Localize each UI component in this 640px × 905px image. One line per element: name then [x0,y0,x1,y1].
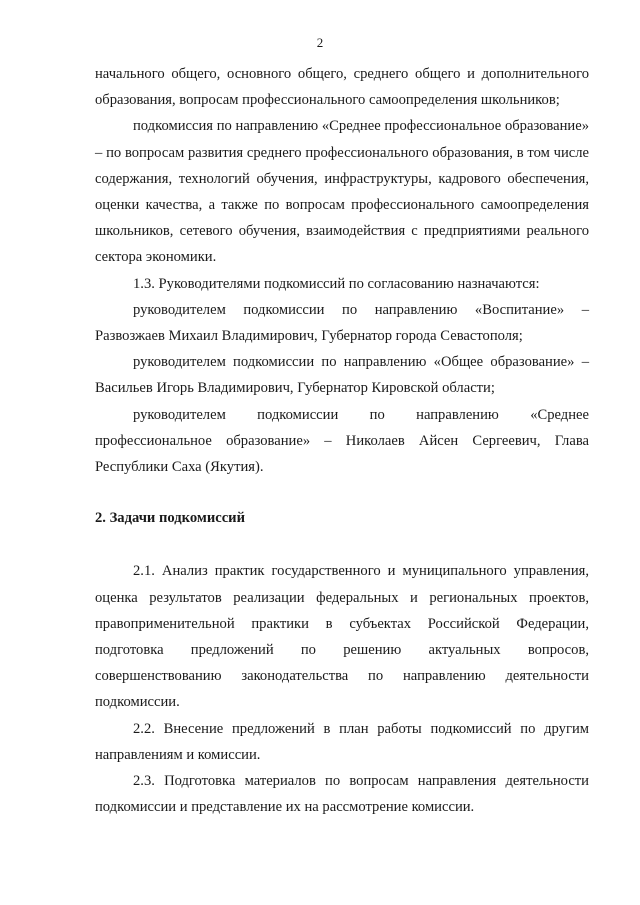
document-body [95,61,589,820]
paragraph-2-1: 2.1. Анализ практик государственного и муниципального управления, оценка результатов реализации федеральных и региональных проектов, правоприменительной практики в субъектах Российской Федерации, подготовка предложений по решению актуальных вопросов, совершенствованию законодательства по направлению деятельности подкомиссии. [95,563,589,711]
paragraph-continuation: начального общего, основного общего, среднего общего и дополнительного образования, вопросам профессионального самоопределения школьников; [95,66,589,109]
paragraph-1-3: 1.3. Руководителями подкомиссий по согласованию назначаются: [133,275,540,292]
paragraph-head-spo: руководителем подкомиссии по направлению «Среднее профессиональное образование» – Николаев Айсен Сергеевич, Глава Республики Саха (Якутия). [95,406,589,476]
section-heading: 2. Задачи подкомиссий [95,510,245,527]
paragraph-head-general-education: руководителем подкомиссии по направлению «Общее образование» – Васильев Игорь Владимирович, Губернатор Кировской области; [95,354,589,397]
paragraph-2-3: 2.3. Подготовка материалов по вопросам направления деятельности подкомиссии и представление их на рассмотрение комиссии. [95,773,589,816]
paragraph-2-2: 2.2. Внесение предложений в план работы подкомиссий по другим направлениям и комиссии. [95,720,589,763]
paragraph-head-upbringing: руководителем подкомиссии по направлению «Воспитание» – Развозжаев Михаил Владимирович, Губернатор города Севастополя; [95,301,589,345]
page-number: 2 [316,35,324,50]
paragraph-spo-subcommission: подкомиссия по направлению «Среднее профессиональное образование» – по вопросам развития среднего профессионального образования, в том числе содержания, технологий обучения, инфраструктуры, кадрового обеспечения, оценки качества, а также по вопросам профессионального самоопределения школьников, сетевого обучения, взаимодействия с предприятиями реального сектора экономики. [95,118,589,266]
